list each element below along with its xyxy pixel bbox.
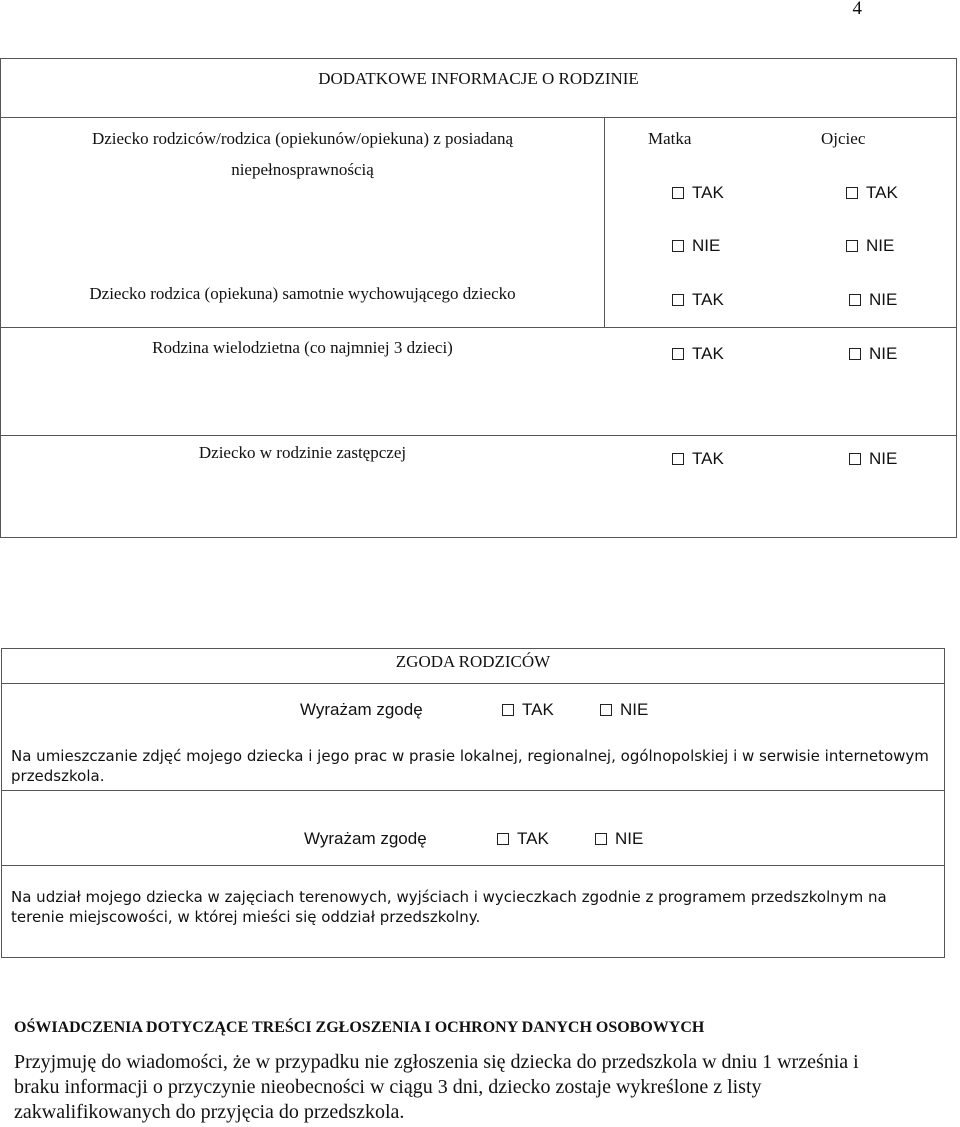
checkbox-icon <box>502 704 514 716</box>
divider <box>1 117 956 118</box>
father-disability-no-checkbox[interactable] <box>846 236 894 256</box>
option-label: TAK <box>866 183 898 202</box>
option-label: NIE <box>869 344 898 363</box>
declarations-text: Przyjmuję do wiadomości, że w przypadku nie zgłoszenia się dziecka do przedszkola w dniu 1 września i braku informacji o przyczynie nieobecności w ciągu 3 dni, dziecko zostaje wykreślone z listy zakwalifikowanych do przyjęcia do przedszkola. <box>14 1051 859 1123</box>
option-label: NIE <box>869 449 898 468</box>
photos-consent-text: Na umieszczanie zdjęć mojego dziecka i jego prac w prasie lokalnej, regionalnej, ogólnopolskiej i w serwisie internetowym przedszkola. <box>11 747 929 785</box>
large-family-no-checkbox[interactable] <box>849 344 897 364</box>
consent-title: ZGODA RODZICÓW <box>395 652 551 671</box>
divider <box>2 865 944 866</box>
option-label: TAK <box>517 829 549 848</box>
single-parent-no-checkbox[interactable] <box>849 290 897 310</box>
option-label: NIE <box>620 700 649 719</box>
checkbox-icon <box>849 294 861 306</box>
option-label: TAK <box>692 290 724 309</box>
checkbox-icon <box>672 453 684 465</box>
trips-consent-label: Wyrażam zgodę <box>304 829 427 848</box>
mother-disability-yes-checkbox[interactable] <box>672 183 724 203</box>
checkbox-icon <box>672 240 684 252</box>
photos-consent-yes-checkbox[interactable] <box>502 700 554 720</box>
divider <box>1 327 956 328</box>
option-label: NIE <box>869 290 898 309</box>
large-family-yes-checkbox[interactable] <box>672 344 724 364</box>
page-number: 4 <box>852 0 862 19</box>
mother-header: Matka <box>648 129 692 148</box>
foster-yes-checkbox[interactable] <box>672 449 724 469</box>
checkbox-icon <box>672 294 684 306</box>
disability-label-line1: Dziecko rodziców/rodzica (opiekunów/opiekuna) z posiadaną <box>91 129 514 148</box>
single-parent-label: Dziecko rodzica (opiekuna) samotnie wychowującego dziecko <box>89 284 516 303</box>
divider <box>2 790 944 791</box>
father-header: Ojciec <box>821 129 866 148</box>
large-family-label: Rodzina wielodzietna (co najmniej 3 dzieci) <box>152 338 453 357</box>
checkbox-icon <box>600 704 612 716</box>
single-parent-yes-checkbox[interactable] <box>672 290 724 310</box>
option-label: NIE <box>692 236 721 255</box>
checkbox-icon <box>672 348 684 360</box>
option-label: NIE <box>615 829 644 848</box>
family-info-title: DODATKOWE INFORMACJE O RODZINIE <box>318 69 639 88</box>
checkbox-icon <box>849 453 861 465</box>
option-label: TAK <box>692 449 724 468</box>
family-info-table <box>0 58 957 538</box>
photos-consent-no-checkbox[interactable] <box>600 700 648 720</box>
disability-label-line2: niepełnosprawnością <box>231 160 374 179</box>
checkbox-icon <box>849 348 861 360</box>
checkbox-icon <box>846 187 858 199</box>
foster-no-checkbox[interactable] <box>849 449 897 469</box>
mother-disability-no-checkbox[interactable] <box>672 236 720 256</box>
option-label: TAK <box>692 344 724 363</box>
option-label: TAK <box>522 700 554 719</box>
checkbox-icon <box>595 833 607 845</box>
column-divider <box>604 117 605 327</box>
checkbox-icon <box>497 833 509 845</box>
father-disability-yes-checkbox[interactable] <box>846 183 898 203</box>
trips-consent-no-checkbox[interactable] <box>595 829 643 849</box>
declarations-title: OŚWIADCZENIA DOTYCZĄCE TREŚCI ZGŁOSZENIA I OCHRONY DANYCH OSOBOWYCH <box>14 1019 705 1036</box>
checkbox-icon <box>846 240 858 252</box>
divider <box>2 683 944 684</box>
trips-consent-text: Na udział mojego dziecka w zajęciach terenowych, wyjściach i wycieczkach zgodnie z programem przedszkolnym na terenie miejscowości, w której mieści się oddział przedszkolny. <box>11 888 887 926</box>
parental-consent-table <box>1 648 945 958</box>
checkbox-icon <box>672 187 684 199</box>
divider <box>1 435 956 436</box>
option-label: NIE <box>866 236 895 255</box>
photos-consent-label: Wyrażam zgodę <box>300 700 423 719</box>
option-label: TAK <box>692 183 724 202</box>
trips-consent-yes-checkbox[interactable] <box>497 829 549 849</box>
foster-label: Dziecko w rodzinie zastępczej <box>198 443 407 462</box>
